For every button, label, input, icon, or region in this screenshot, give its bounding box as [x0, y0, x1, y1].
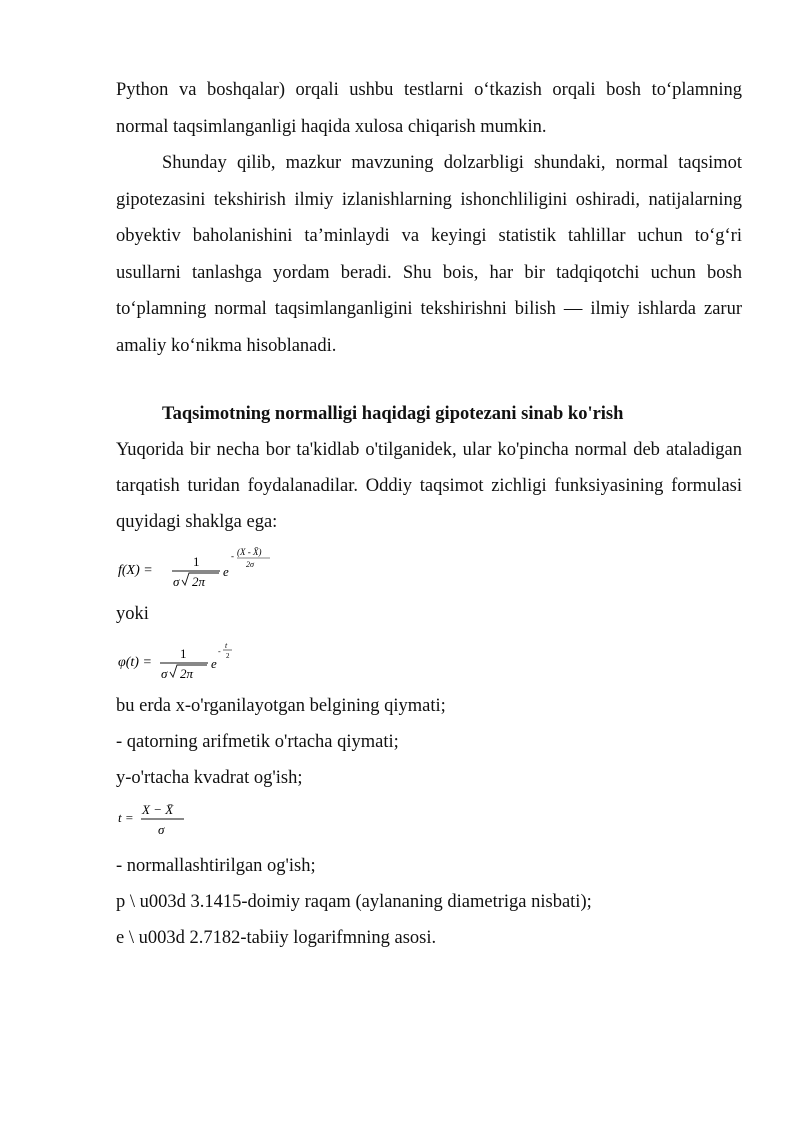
formula-lhs: f(X) =: [118, 563, 153, 578]
formula-sigma: σ: [161, 666, 168, 681]
formula-exp-sign: -: [231, 551, 234, 561]
formula-normalized-deviation: [116, 798, 742, 840]
formula-normal-density: [116, 544, 742, 590]
text-or: yoki: [116, 604, 149, 624]
formula-sigma: σ: [173, 574, 180, 589]
formula-standard-density-svg: [116, 636, 256, 682]
formula-base: e: [223, 564, 229, 579]
formula-root: 2π: [192, 574, 206, 589]
formula-base: e: [211, 656, 217, 671]
document-page: [116, 72, 742, 956]
formula-exp-denominator: 2σ: [246, 560, 254, 569]
formula-root: 2π: [180, 666, 194, 681]
paragraph-intro: Python va boshqalar) orqali ushbu testlarni o‘tkazish orqali bosh to‘plamning normal taqsimlanganligi haqida xulosa chiqarish mumkin.: [116, 80, 742, 137]
formula-numerator: 1: [193, 554, 200, 569]
paragraph-conclusion: Shunday qilib, mazkur mavzuning dolzarbligi shundaki, normal taqsimot gipotezasini tekshirish ilmiy izlanishlarning ishonchliligini oshiradi, natijalarning obyektiv baholanishini ta’minlaydi va keyingi statistik tahlillar uchun to‘g‘ri usullarni tanlashga yordam beradi. Shu bois, har bir tadqiqotchi uchun bosh to‘plamning normal taqsimlanganligini tekshirishni bilish — ilmiy ishlarda zarur amaliy ko‘nikma hisoblanadi.: [116, 153, 742, 356]
formula-lhs: φ(t) =: [118, 655, 152, 670]
paragraph-density-intro: Yuqorida bir necha bor ta'kidlab o'tilganidek, ular ko'pincha normal deb ataladigan tarqatish turidan foydalanadilar. Oddiy taqsimot zichligi funksiyasining formulasi quyidagi shaklga ega:: [116, 440, 742, 532]
formula-exp-denominator: 2: [226, 652, 230, 660]
formula-exp-sign: -: [218, 647, 221, 656]
formula-numerator: 1: [180, 646, 187, 661]
formula-numerator: X − X̄: [142, 802, 174, 817]
formula-standard-density: [116, 636, 742, 682]
formula-denominator: σ: [158, 822, 165, 837]
formula-exp-numerator: t: [225, 641, 228, 650]
formula-normalized-deviation-svg: [116, 798, 216, 840]
formula-normal-density-svg: [116, 544, 286, 590]
definition-pi: p \ u003d 3.1415-doimiy raqam (aylananing diametriga nisbati);: [116, 892, 592, 912]
definition-x: bu erda x-o'rganilayotgan belgining qiymati;: [116, 696, 446, 716]
section-heading: Taqsimotning normalligi haqidagi gipotezani sinab ko'rish: [162, 404, 624, 424]
formula-lhs: t =: [118, 810, 134, 825]
definition-sigma: y-o'rtacha kvadrat og'ish;: [116, 768, 303, 788]
definition-e: e \ u003d 2.7182-tabiiy logarifmning asosi.: [116, 928, 437, 948]
formula-exp-numerator: (X - X̄): [237, 547, 262, 557]
definition-normalized: - normallashtirilgan og'ish;: [116, 856, 316, 876]
definition-mean: - qatorning arifmetik o'rtacha qiymati;: [116, 732, 399, 752]
